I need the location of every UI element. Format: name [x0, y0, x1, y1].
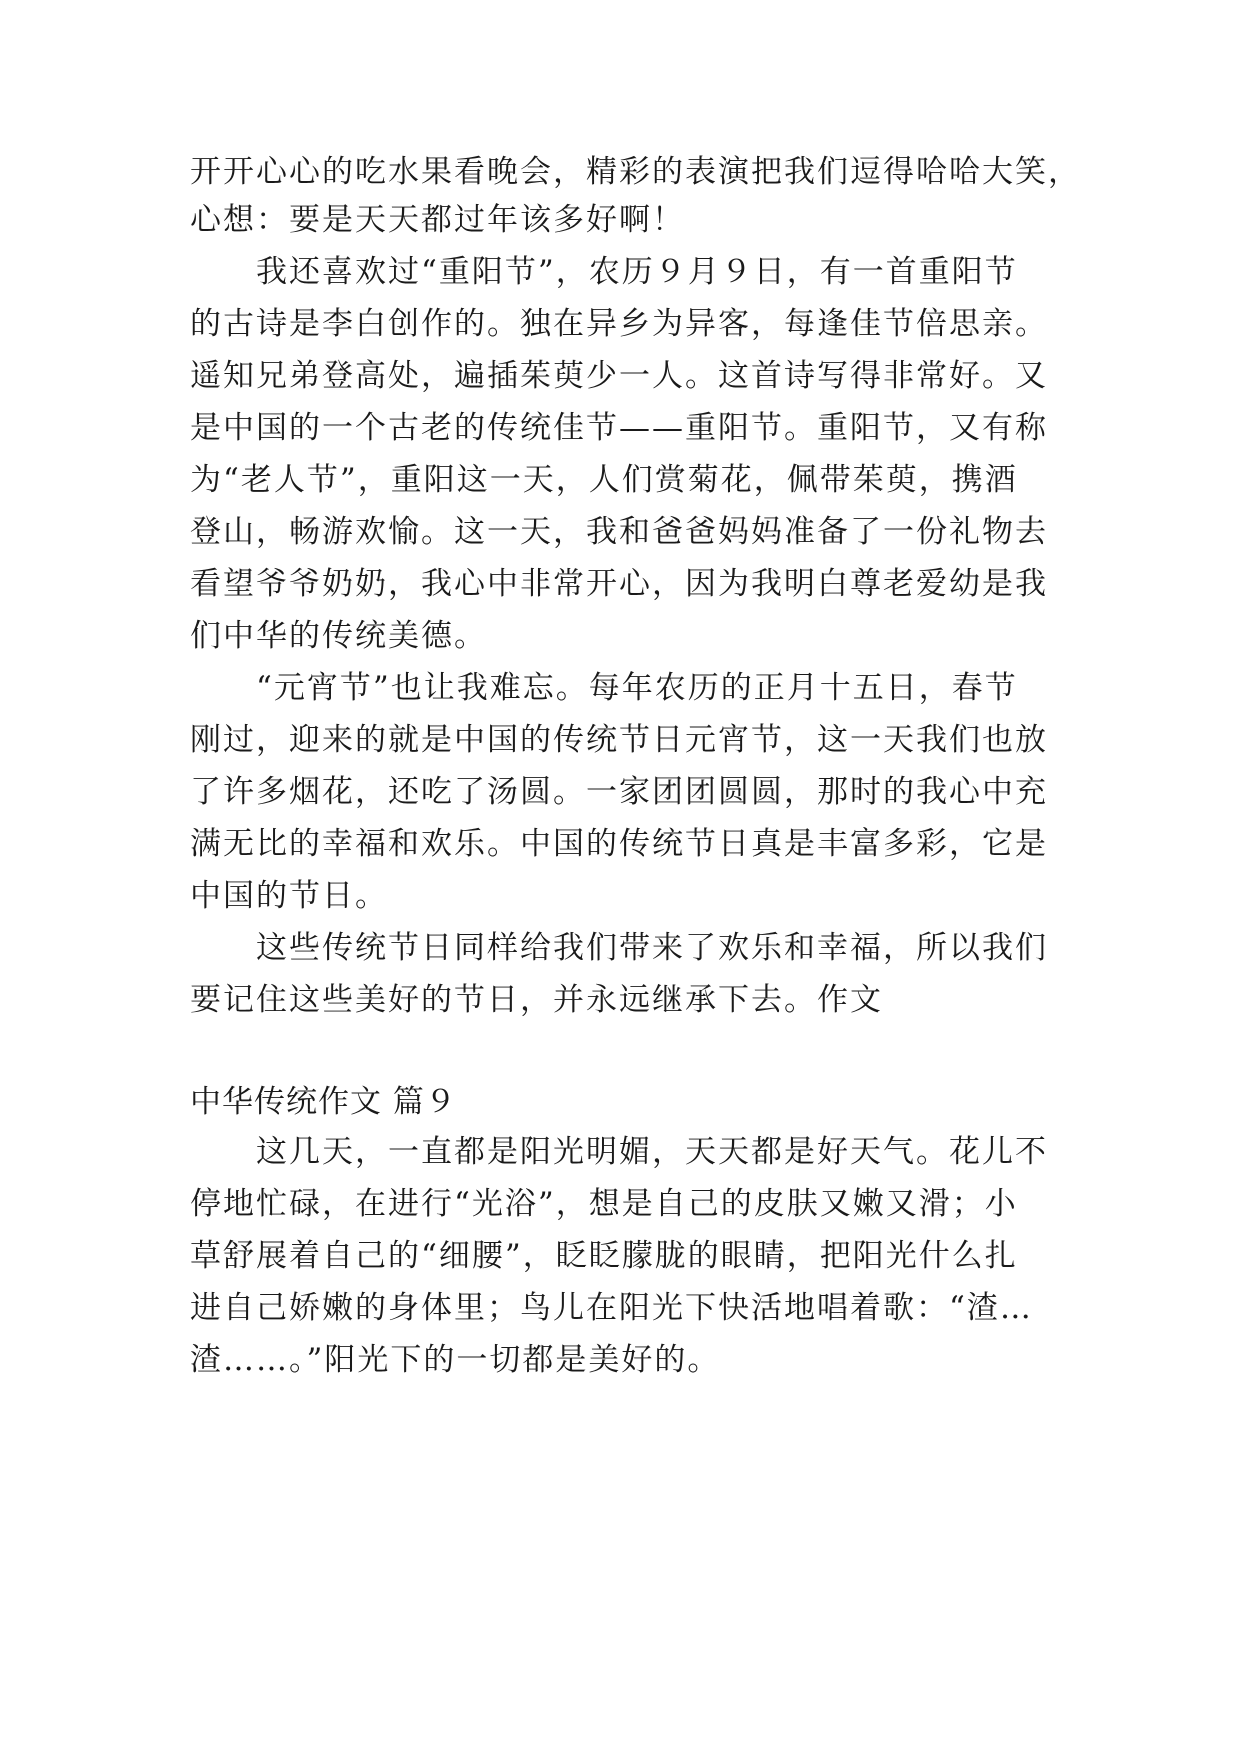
text-line: 们中华的传统美德。	[190, 618, 487, 654]
text-line: 这几天，一直都是阳光明媚，天天都是好天气。花儿不	[190, 1134, 1048, 1170]
text-line: 中国的节日。	[190, 878, 388, 914]
text-line: 进自己娇嫩的身体里；鸟儿在阳光下快活地唱着歌：“渣…	[190, 1290, 1033, 1326]
text-line: 草舒展着自己的“细腰”，眨眨朦胧的眼睛，把阳光什么扎	[190, 1238, 1018, 1274]
text-line: 要记住这些美好的节日，并永远继承下去。作文	[190, 982, 883, 1018]
text-line: 了许多烟花，还吃了汤圆。一家团团圆圆，那时的我心中充	[190, 774, 1048, 810]
text-line: 满无比的幸福和欢乐。中国的传统节日真是丰富多彩，它是	[190, 826, 1048, 862]
text-line: 的古诗是李白创作的。独在异乡为异客，每逢佳节倍思亲。	[190, 306, 1048, 342]
text-line: “元宵节”也让我难忘。每年农历的正月十五日，春节	[190, 670, 1018, 706]
text-line: 为“老人节”，重阳这一天，人们赏菊花，佩带茱萸，携酒	[190, 462, 1018, 498]
text-line: 我还喜欢过“重阳节”，农历９月９日，有一首重阳节	[190, 254, 1018, 290]
text-line: 开开心心的吃水果看晚会，精彩的表演把我们逗得哈哈大笑，	[190, 154, 1081, 190]
text-line: 停地忙碌，在进行“光浴”，想是自己的皮肤又嫩又滑；小	[190, 1186, 1018, 1222]
text-line: 登山，畅游欢愉。这一天，我和爸爸妈妈准备了一份礼物去	[190, 514, 1048, 550]
text-line: 心想：要是天天都过年该多好啊！	[190, 202, 685, 238]
text-line: 渣……。”阳光下的一切都是美好的。	[190, 1342, 721, 1378]
text-line: 看望爷爷奶奶，我心中非常开心，因为我明白尊老爱幼是我	[190, 566, 1048, 602]
text-line: 是中国的一个古老的传统佳节——重阳节。重阳节，又有称	[190, 410, 1048, 446]
section-heading: 中华传统作文 篇９	[190, 1084, 457, 1120]
text-line: 这些传统节日同样给我们带来了欢乐和幸福，所以我们	[190, 930, 1048, 966]
text-line: 刚过，迎来的就是中国的传统节日元宵节，这一天我们也放	[190, 722, 1048, 758]
text-line: 遥知兄弟登高处，遍插茱萸少一人。这首诗写得非常好。又	[190, 358, 1048, 394]
